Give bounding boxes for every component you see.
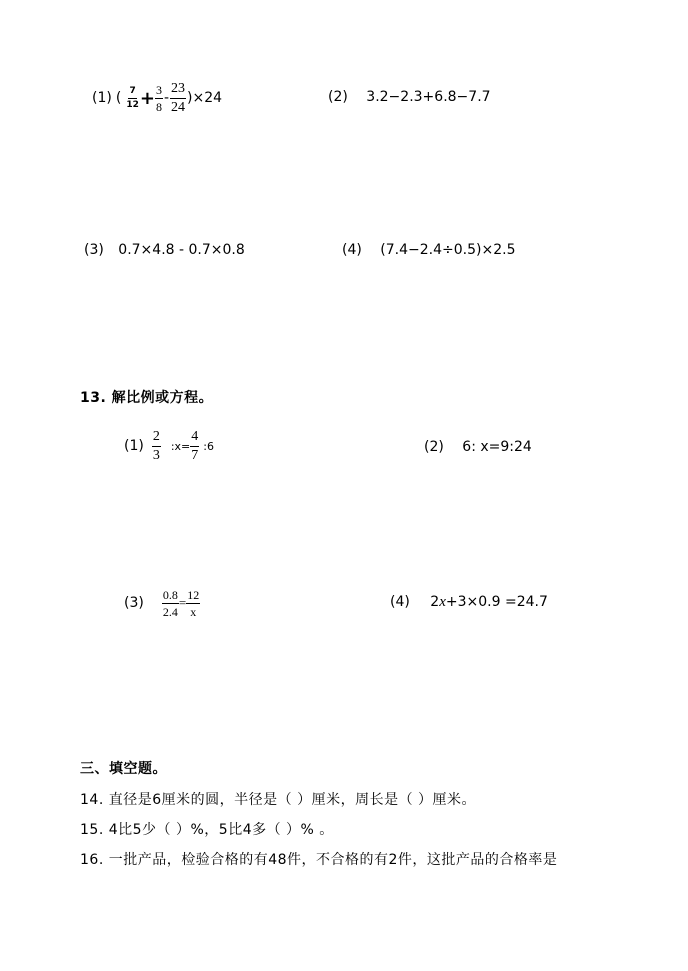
problem-label: (3) (124, 595, 144, 611)
fraction-3-8: $\frac{3}{8}$ (155, 82, 162, 114)
ratio-middle: :x= (170, 439, 191, 453)
expression: 6: x=9:24 (462, 439, 532, 455)
problem-label: (1) (92, 90, 112, 106)
fraction-23-24: $\frac{23}{24}$ (171, 80, 185, 115)
ratio-tail: :6 (203, 439, 214, 453)
calc-problem-2 (328, 89, 491, 105)
section-3-title: 三、填空题。 (80, 761, 167, 777)
question-15: 15. 4比5少（ ）%，5比4多（ ）% 。 (80, 822, 334, 838)
fraction-12-x: $\frac{12}{x}$ (187, 587, 200, 619)
problem-label: (2) (328, 89, 348, 105)
fraction-4-7: $\frac{4}{7}$ (191, 428, 199, 463)
plus-operator: + (139, 87, 155, 109)
problem-label: (2) (424, 439, 444, 455)
calc-problem-4 (342, 242, 515, 258)
tail-expression: )×24 (187, 90, 223, 106)
minus-operator: - (163, 90, 169, 106)
calc-problem-3 (84, 242, 245, 258)
equals-sign: = (178, 595, 187, 610)
calc-problem-1 (92, 80, 222, 116)
equation-1 (124, 426, 214, 466)
question-16: 16. 一批产品，检验合格的有48件，不合格的有2件，这批产品的合格率是 (80, 852, 558, 868)
variable-x: x (439, 594, 446, 610)
problem-label: (4) (342, 242, 362, 258)
expression-rest: +3×0.9 =24.7 (445, 594, 548, 610)
coefficient: 2 (430, 594, 440, 610)
equation-4 (390, 594, 548, 611)
problem-label: (4) (390, 594, 410, 610)
equation-3 (124, 583, 200, 623)
fraction-0.8-2.4: $\frac{0.8}{2.4}$ (162, 587, 178, 619)
expression: 0.7×4.8 - 0.7×0.8 (118, 242, 245, 258)
expression: 3.2−2.3+6.8−7.7 (366, 89, 491, 105)
fraction-7-12: $\frac{7}{12}$ (126, 85, 139, 110)
equation-2 (424, 439, 532, 455)
fraction-2-3: $\frac{2}{3}$ (152, 428, 160, 463)
open-paren: ( (115, 90, 122, 106)
problem-label: (3) (84, 242, 104, 258)
expression: (7.4−2.4÷0.5)×2.5 (380, 242, 516, 258)
problem-label: (1) (124, 438, 144, 454)
question-14: 14. 直径是6厘米的圆，半径是（ ）厘米，周长是（ ）厘米。 (80, 792, 477, 808)
section-13-title: 13. 解比例或方程。 (80, 390, 214, 406)
